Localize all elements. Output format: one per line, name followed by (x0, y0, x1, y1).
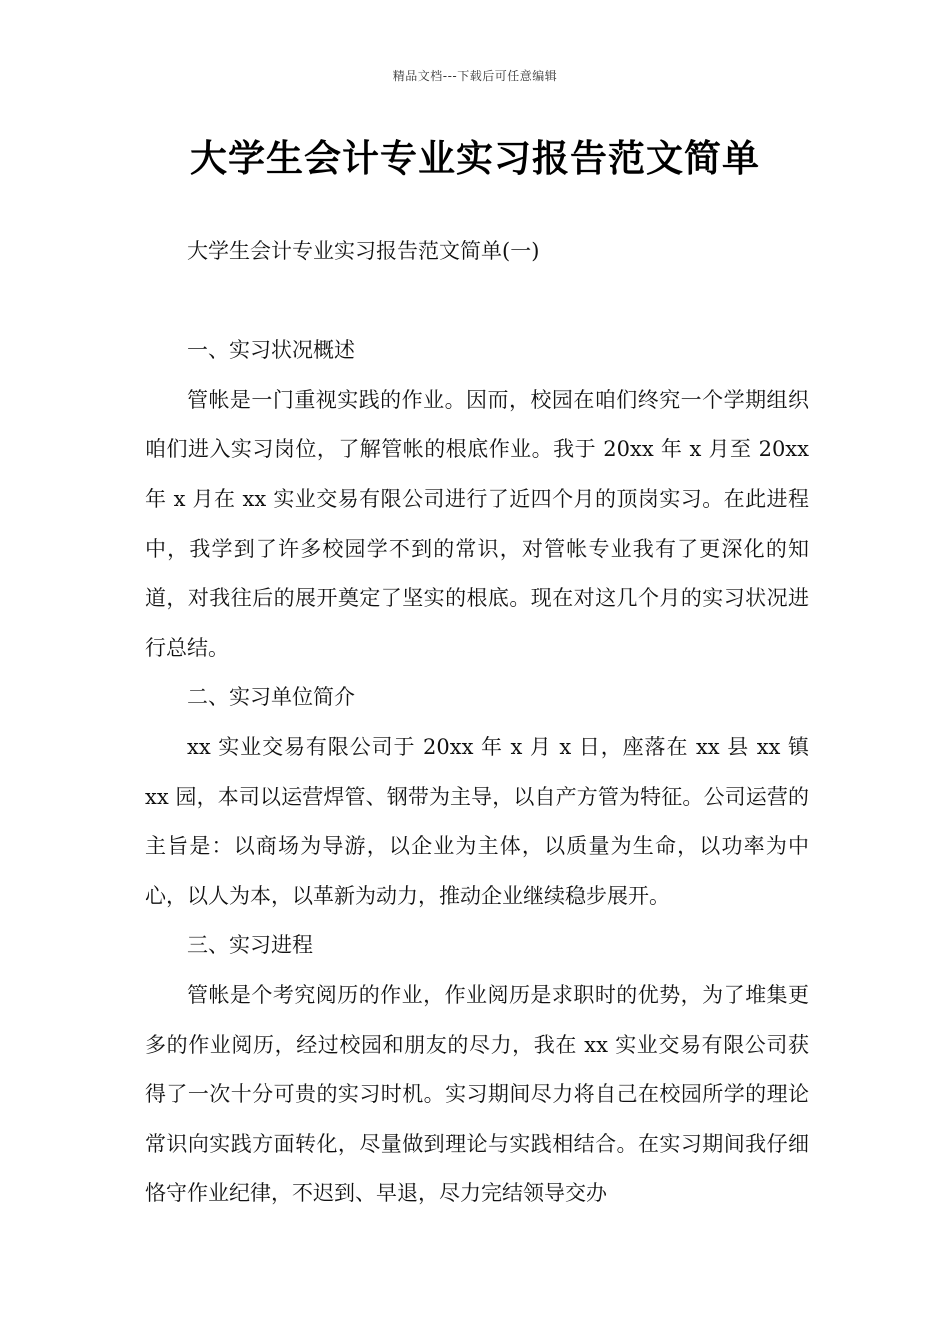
section-heading: 二、实习单位简介 (187, 685, 355, 710)
section-paragraph: xx 实业交易有限公司于 20xx 年 x 月 x 日，座落在 xx 县 xx 镇 xx 园，本司以运营焊管、钢带为主导，以自产方管为特征。公司运营的主旨是：以商场为导游，以企业为主体，以质量为生命，以功率为中心，以人为本，以革新为动力，推动企业继续稳步展开。 (145, 734, 809, 908)
document-body (145, 227, 809, 1219)
header-watermark: 精品文档---下载后可任意编辑 (392, 69, 558, 83)
document-subtitle: 大学生会计专业实习报告范文简单(一) (187, 239, 540, 263)
section-heading: 三、实习进程 (187, 933, 313, 958)
section-heading: 一、实习状况概述 (187, 338, 355, 363)
section-paragraph: 管帐是一门重视实践的作业。因而，校园在咱们终究一个学期组织咱们进入实习岗位，了解管帐的根底作业。我于 20xx 年 x 月至 20xx 年 x 月在 xx 实业交易有限公司进行了近四个月的顶岗实习。在此进程中，我学到了许多校园学不到的常识，对管帐专业我有了更深化的知道，对我往后的展开奠定了坚实的根底。现在对这几个月的实习状况进行总结。 (145, 387, 809, 660)
section-paragraph: 管帐是个考究阅历的作业，作业阅历是求职时的优势，为了堆集更多的作业阅历，经过校园和朋友的尽力，我在 xx 实业交易有限公司获得了一次十分可贵的实习时机。实习期间尽力将自己在校园所学的理论常识向实践方面转化，尽量做到理论与实践相结合。在实习期间我仔细恪守作业纪律，不迟到、早退，尽力完结领导交办 (145, 982, 809, 1206)
document-title: 大学生会计专业实习报告范文简单 (190, 137, 760, 180)
